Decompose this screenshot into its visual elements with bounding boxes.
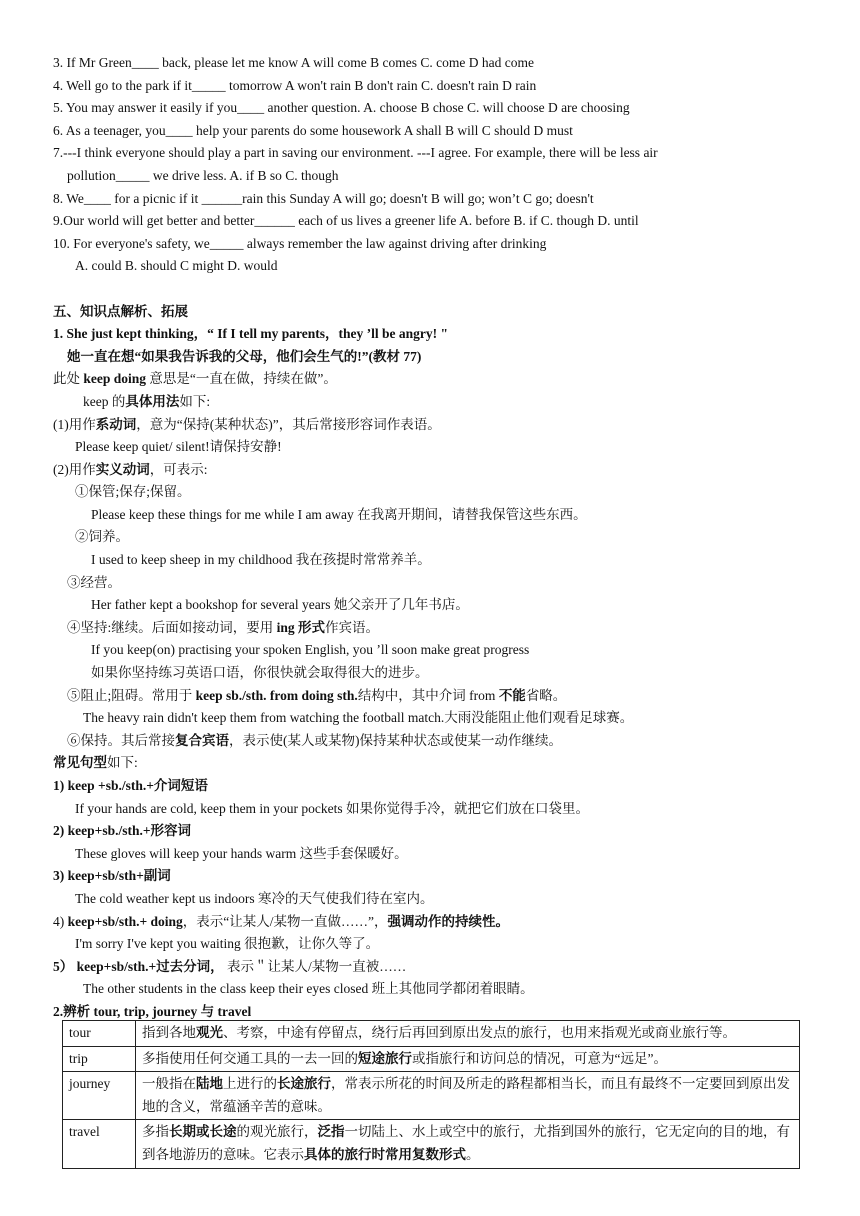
complex-object-term: 复合宾语	[175, 732, 229, 748]
linking-verb-term: 系动词	[95, 416, 137, 432]
pattern-5-num: 5）	[53, 958, 77, 974]
text: (2)用作	[53, 461, 96, 477]
definition-text: 多指	[142, 1124, 169, 1140]
meaning-1-example: Please keep these things for me while I am away 在我离开期间，请替我保管这些东西。	[91, 506, 587, 522]
definition-text: 或指旅行和访问总的情况，可意为“远足”。	[412, 1050, 667, 1066]
section-heading: 五、知识点解析、拓展	[53, 303, 188, 319]
meaning-5-example: The heavy rain didn't keep them from watching the football match.大雨没能阻止他们观看足球赛。	[83, 710, 634, 726]
meaning-6	[53, 730, 813, 753]
text: ④坚持:继续。后面如接动词，要用	[67, 619, 277, 635]
definition-text: 指到各地	[142, 1025, 196, 1040]
term-cell: journey	[63, 1072, 136, 1120]
meaning-3-example: Her father kept a bookshop for several years 她父亲开了几年书店。	[91, 597, 469, 613]
question-5: 5. You may answer it easily if you____ another question. A. choose B chose C. will choose D are choosing	[53, 100, 630, 116]
emphasis-text: 观光	[196, 1025, 223, 1040]
cannot-term: 不能	[498, 687, 526, 703]
emphasis-text: 长期或长途	[169, 1124, 237, 1140]
text: ⑥保持。其后常接	[67, 732, 175, 748]
text: 省略。	[525, 687, 567, 703]
text: ⑤阻止;阻碍。常用于	[67, 687, 196, 703]
definition-cell	[136, 1120, 800, 1168]
question-7-line1: 7.---I think everyone should play a part in saving our environment. ---I agree. For example, there will be less air	[53, 145, 658, 161]
text: 结构中，其中介词 from	[357, 687, 499, 703]
pattern-4-term: keep+sb/sth.+ doing	[67, 913, 183, 929]
keep-doing-note	[53, 368, 813, 391]
usage-2	[53, 459, 813, 482]
table-row	[63, 1021, 800, 1047]
worksheet-page	[53, 52, 813, 1024]
meaning-4	[53, 617, 813, 640]
keep-doing-term: keep doing	[83, 371, 147, 387]
pattern-2-head: 2) keep+sb./sth.+形容词	[53, 823, 192, 839]
comparison-table	[62, 1020, 800, 1169]
point-1-title: 1. She just kept thinking，“ If I tell my parents，they ’ll be angry! "	[53, 326, 449, 342]
meaning-3: ③经营。	[67, 574, 121, 590]
pattern-4-emphasis: 强调动作的持续性。	[387, 913, 510, 929]
text: keep 的	[83, 393, 126, 409]
table-row	[63, 1072, 800, 1120]
meaning-2-example: I used to keep sheep in my childhood 我在孩提时常常养羊。	[91, 552, 431, 568]
usage-1-example: Please keep quiet/ silent!请保持安静!	[75, 439, 282, 455]
definition-text: 的观光旅行，	[236, 1124, 318, 1140]
term-cell: tour	[63, 1021, 136, 1047]
text: 作宾语。	[325, 619, 380, 635]
definition-cell	[136, 1021, 800, 1047]
definition-text: 多指使用任何交通工具的一去一回的	[142, 1050, 358, 1066]
question-10-options: A. could B. should C might D. would	[75, 258, 278, 274]
definition-text: ，常表示所花的时间及所走的路程都相当长，而且有最终不一定要回到原出发地的含义，常蕴涵辛苦的意味。	[142, 1076, 790, 1114]
pattern-5-example: The other students in the class keep their eyes closed 班上其他同学都闭着眼睛。	[83, 981, 534, 997]
text: ，表示使(某人或某物)保持某种状态或使某一动作继续。	[229, 732, 562, 748]
pattern-5-head	[53, 956, 813, 979]
text: 如下:	[107, 755, 138, 771]
meaning-1: ①保管;保存;保留。	[75, 484, 191, 500]
question-6: 6. As a teenager, you____ help your parents do some housework A shall B will C should D must	[53, 122, 573, 138]
point-2-title: 2.辨析 tour, trip, journey 与 travel	[53, 1003, 252, 1019]
meaning-4-example-en: If you keep(on) practising your spoken English, you ’ll soon make great progress	[91, 642, 530, 658]
pattern-4-head	[53, 911, 813, 934]
emphasis-text: 陆地	[196, 1076, 223, 1092]
pattern-2-example: These gloves will keep your hands warm 这些手套保暖好。	[75, 845, 408, 861]
pattern-3-head: 3) keep+sb/sth+副词	[53, 868, 171, 884]
text: 如下:	[179, 393, 211, 409]
usage-term: 具体用法	[125, 393, 180, 409]
text: ，表示“让某人/某物一直做……”，	[182, 913, 388, 929]
definition-cell	[136, 1046, 800, 1072]
spacer	[53, 278, 813, 301]
emphasis-text: 短途旅行	[358, 1050, 412, 1066]
term-cell: travel	[63, 1120, 136, 1168]
text: 4)	[53, 913, 68, 929]
table-row	[63, 1120, 800, 1168]
text: ，可表示:	[149, 461, 208, 477]
question-3: 3. If Mr Green____ back, please let me know A will come B comes C. come D had come	[53, 55, 534, 70]
pattern-1-example: If your hands are cold, keep them in your pockets 如果你觉得手冷，就把它们放在口袋里。	[75, 800, 590, 816]
definition-text: 一般指在	[142, 1076, 196, 1092]
definition-cell	[136, 1072, 800, 1120]
patterns-intro	[53, 752, 813, 775]
text: ，意为“保持(某种状态)”，其后常接形容词作表语。	[136, 416, 441, 432]
definition-text: 、考察，中途有停留点，绕行后再回到原出发点的旅行，也用来指观光或商业旅行等。	[223, 1025, 736, 1040]
text: 表示＂让某人/某物一直被……	[223, 958, 407, 974]
usage-intro	[53, 391, 813, 414]
question-9: 9.Our world will get better and better______ each of us lives a greener life A. before B. if C. though D. until	[53, 213, 639, 229]
table-row	[63, 1046, 800, 1072]
emphasis-text: 长途旅行	[277, 1076, 331, 1092]
emphasis-text: 具体的旅行时常用复数形式	[304, 1146, 466, 1162]
term-cell: trip	[63, 1046, 136, 1072]
text: 此处	[53, 371, 84, 387]
structure-term: keep sb./sth. from doing sth.	[195, 687, 358, 703]
definition-text: 上进行的	[223, 1076, 277, 1092]
meaning-5	[53, 685, 813, 708]
pattern-3-example: The cold weather kept us indoors 寒冷的天气使我们待在室内。	[75, 890, 434, 906]
meaning-4-example-cn: 如果你坚持练习英语口语，你很快就会取得很大的进步。	[91, 665, 429, 681]
text: (1)用作	[53, 416, 96, 432]
notional-verb-term: 实义动词	[95, 461, 150, 477]
text: 意思是“一直在做，持续在做”。	[146, 371, 337, 387]
pattern-4-example: I'm sorry I've kept you waiting 很抱歉，让你久等了。	[75, 936, 380, 952]
point-1-translation: 她一直在想“如果我告诉我的父母，他们会生气的!”(教材 77)	[67, 348, 422, 364]
meaning-2: ②饲养。	[75, 529, 129, 545]
pattern-1-head: 1) keep +sb./sth.+介词短语	[53, 778, 208, 793]
question-8: 8. We____ for a picnic if it ______rain this Sunday A will go; doesn't B will go; won’t C go; doesn't	[53, 190, 594, 206]
pattern-5-term: keep+sb/sth.+过去分词，	[76, 958, 224, 974]
definition-text: 。	[466, 1146, 480, 1162]
comparison-table-body	[63, 1021, 800, 1169]
question-10-line1: 10. For everyone's safety, we_____ always remember the law against driving after drinking	[53, 235, 547, 251]
patterns-term: 常见句型	[53, 755, 107, 771]
question-7-line2: pollution_____ we drive less. A. if B so C. though	[67, 167, 339, 183]
ing-form-term: ing 形式	[276, 619, 326, 635]
usage-1	[53, 414, 813, 437]
definition-text: 一切陆上、水上或空中的旅行，尤指到国外的旅行，它无定向的目的地，有到各地游历的意味。它表示	[142, 1124, 790, 1162]
emphasis-text: 泛指	[317, 1124, 345, 1140]
question-4: 4. Well go to the park if it_____ tomorrow A won't rain B don't rain C. doesn't rain D rain	[53, 77, 537, 93]
